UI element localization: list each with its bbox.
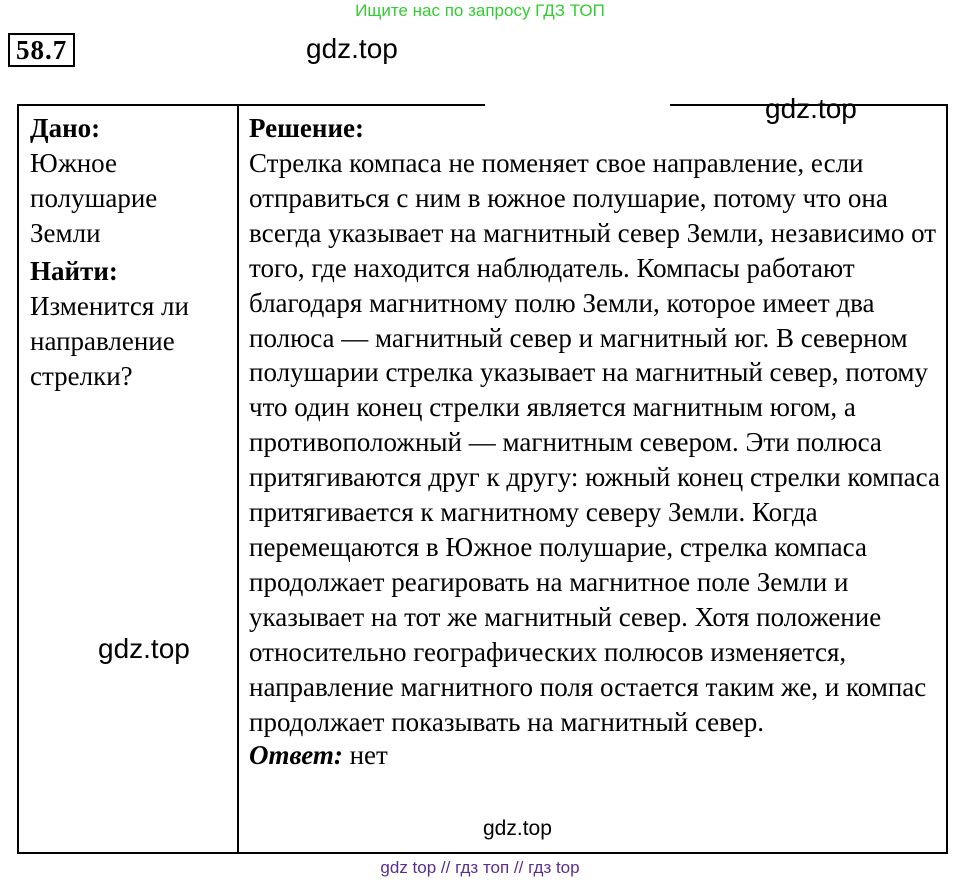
footer-links[interactable]: gdz top // гдз топ // гдз top [380,858,580,877]
watermark: gdz.top [98,633,190,664]
solution-text: Стрелка компаса не поменяет свое направление, если отправиться с ним в южное полушарие, потому что она всегда указывает на магнитный север Земли, независимо от того, где находится наблюдатель. Компасы работают благодаря магнитному полю Земли, которое имеет два полюса — магнитный север и магнитный юг. В северном полушарии стрелка указывает на магнитный север, потому что один конец стрелки является магнитным югом, а противоположный — магнитным севером. Эти полюса притягиваются друг к другу: южный конец стрелки компаса притягивается к магнитному северу Земли. Когда перемещаются в Южное полушарие, стрелка компаса продолжает реагировать на магнитное поле Земли и указывает на тот же магнитный север. Хотя положение относительно географических полюсов изменяется, направление магнитного поля остается таким же, и компас продолжает показывать на магнитный север. [249,148,940,737]
problem-number: 58.7 [8,33,75,67]
watermark: gdz.top [765,93,857,124]
watermark: gdz.top [483,817,552,840]
given-heading: Дано: [30,113,101,143]
white-patch [485,100,670,108]
solution-heading: Решение: [249,113,364,143]
given-column [19,106,239,852]
find-heading: Найти: [30,256,118,286]
given-text: Южное полушарие Земли [30,148,158,248]
find-text: Изменится ли направление стрелки? [30,291,189,391]
solution-column [239,106,946,852]
answer-value: нет [349,740,388,771]
watermark: gdz.top [306,33,398,64]
top-banner[interactable]: Ищите нас по запросу ГДЗ ТОП [355,1,605,20]
solution-table [17,104,948,854]
answer-label: Ответ: [249,740,343,771]
answer-line [249,739,942,771]
